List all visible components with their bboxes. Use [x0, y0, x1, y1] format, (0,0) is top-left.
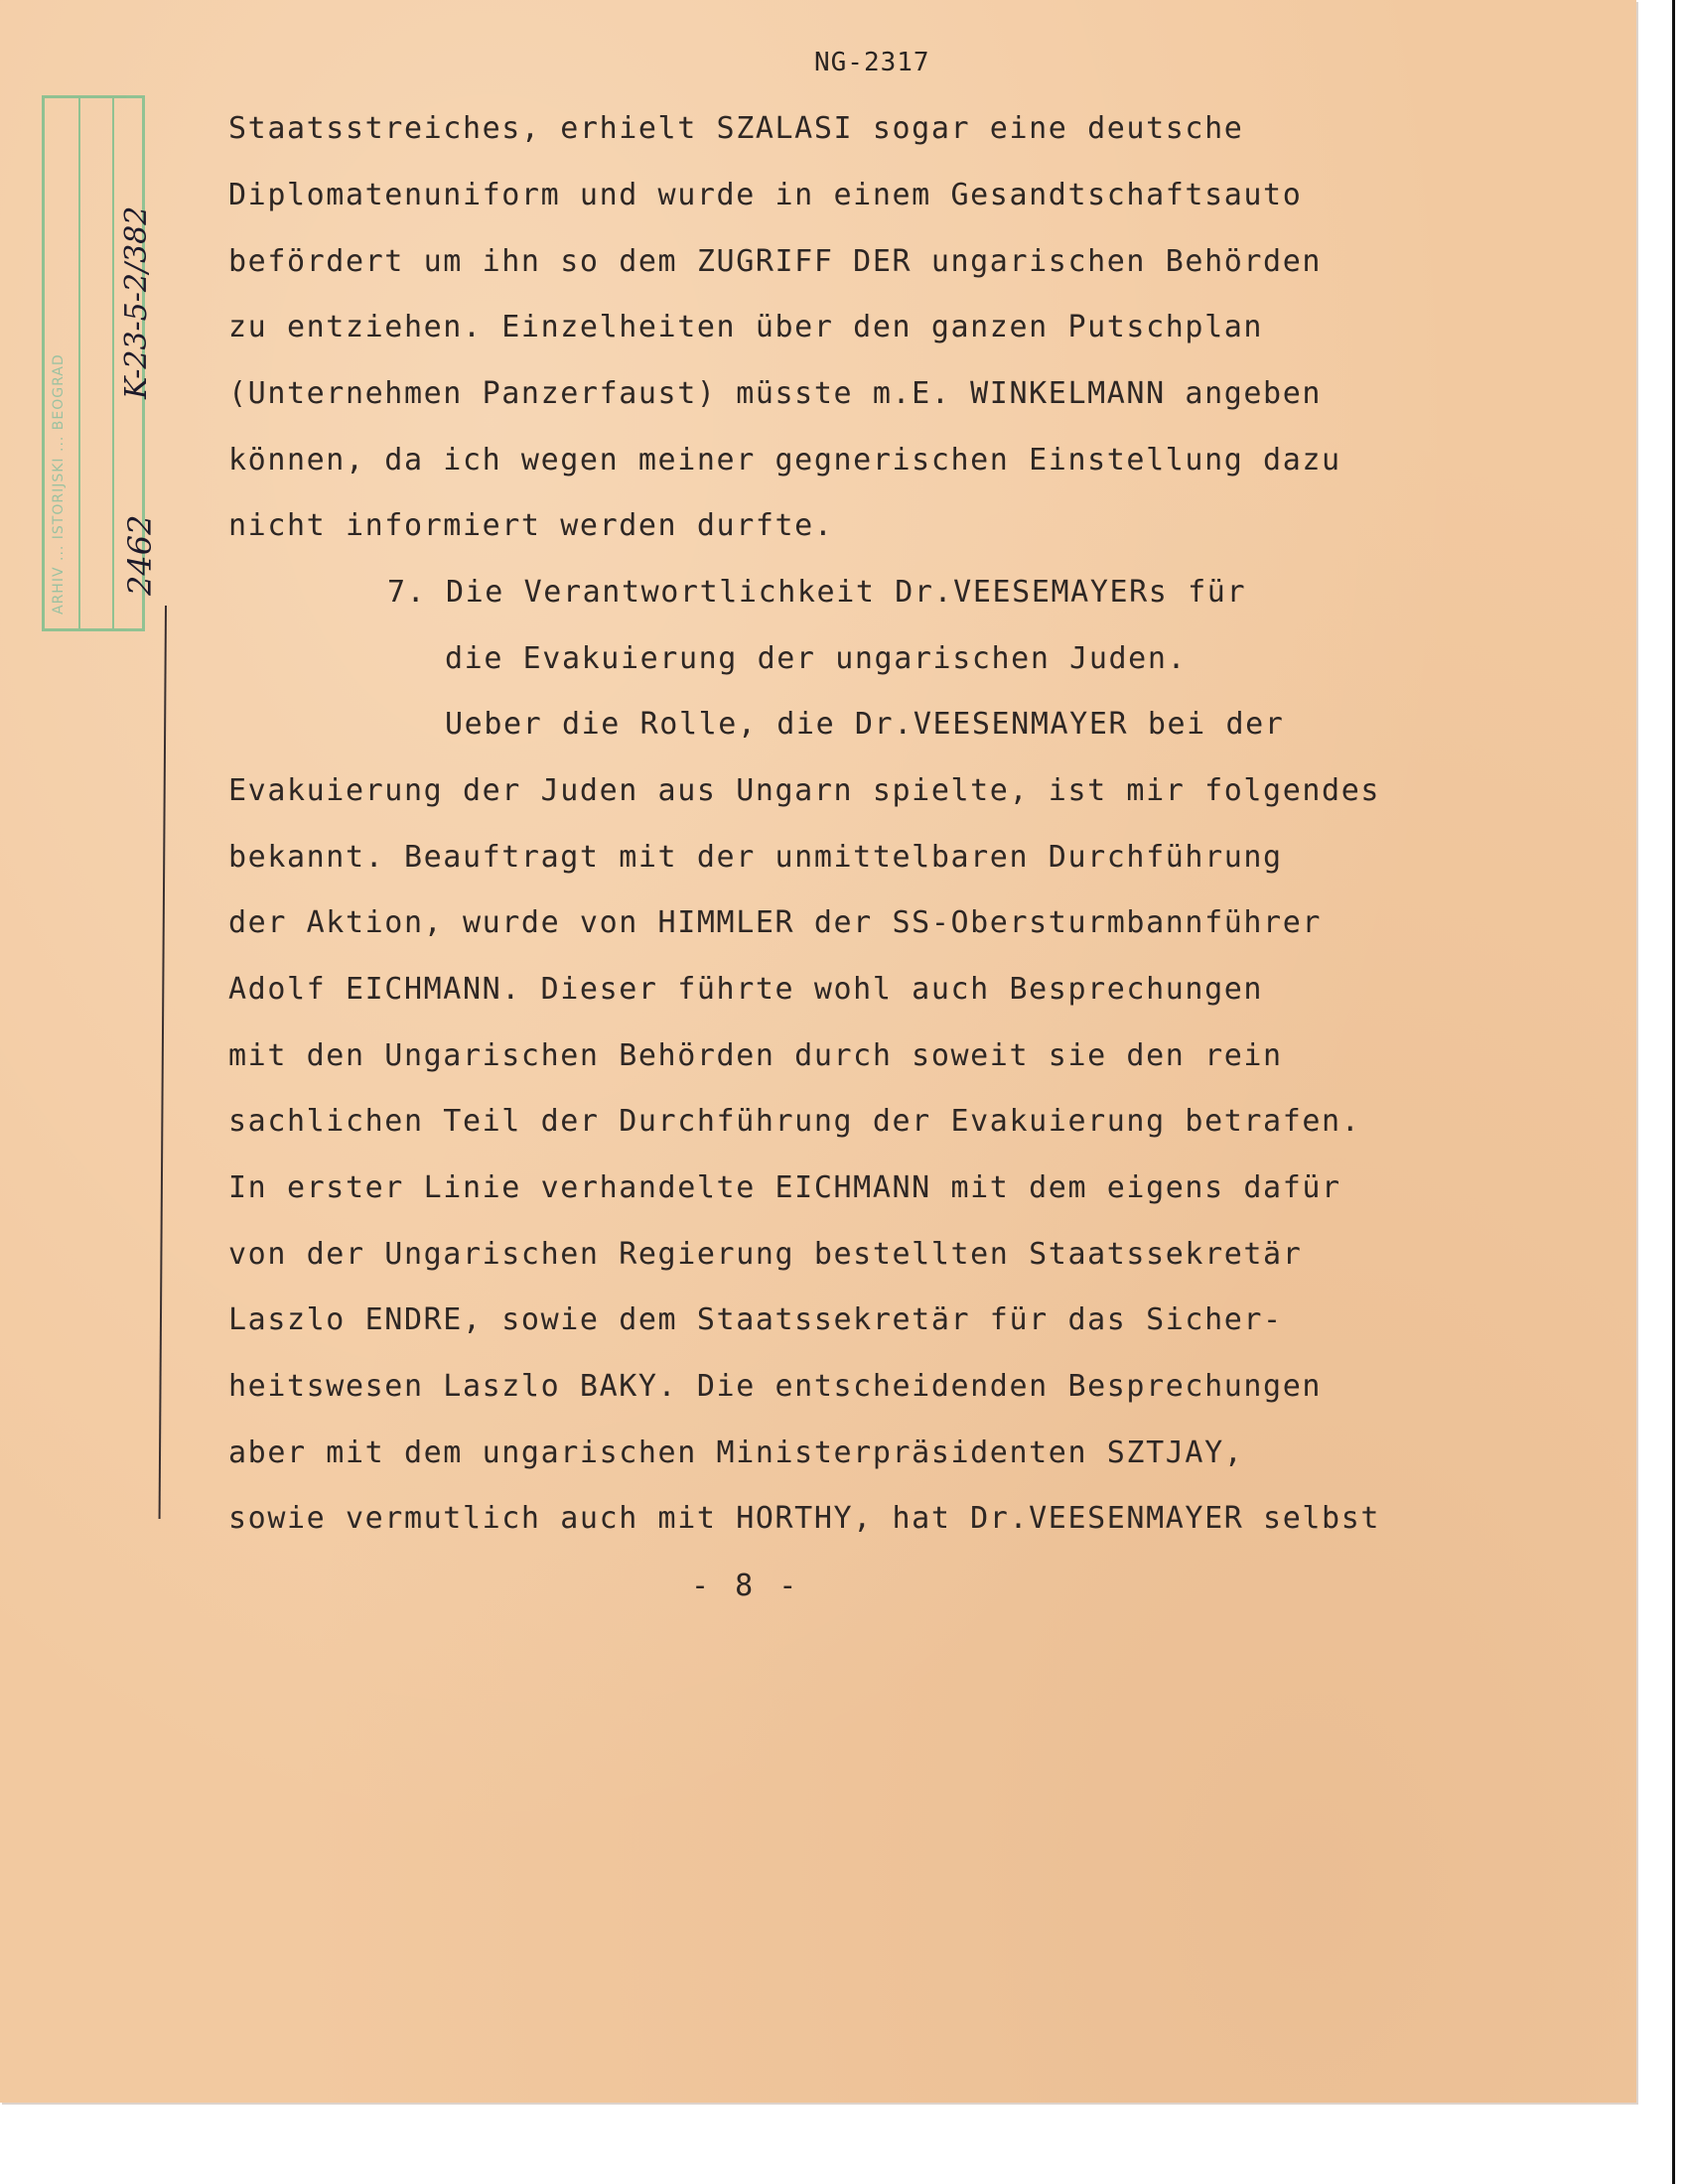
text-line: Evakuierung der Juden aus Ungarn spielte, ist mir folgendes — [228, 773, 1381, 808]
stamp-divider — [112, 98, 114, 628]
paragraph-first-line: Ueber die Rolle, die Dr.VEESENMAYER bei der — [445, 707, 1285, 742]
stamp-divider — [78, 98, 80, 628]
text-line: Diplomatenuniform und wurde in einem Gesandtschaftsauto — [228, 178, 1303, 212]
section-heading-continued: die Evakuierung der ungarischen Juden. — [445, 641, 1188, 676]
document-reference: NG-2317 — [814, 48, 930, 77]
page-number: - 8 - — [691, 1569, 801, 1603]
text-line: (Unternehmen Panzerfaust) müsste m.E. WINKELMANN angeben — [228, 376, 1323, 411]
text-line: mit den Ungarischen Behörden durch soweit sie den rein — [228, 1038, 1283, 1073]
text-line: Adolf EICHMANN. Dieser führte wohl auch Besprechungen — [228, 972, 1264, 1007]
margin-pencil-line — [159, 606, 167, 1519]
text-line: zu entziehen. Einzelheiten über den ganzen Putschplan — [228, 310, 1264, 344]
text-line: Laszlo ENDRE, sowie dem Staatssekretär für das Sicher- — [228, 1302, 1283, 1337]
scan-edge-line — [1672, 0, 1675, 2184]
handwritten-reference: K-23-5-2/382 — [119, 205, 154, 399]
text-line: bekannt. Beauftragt mit der unmittelbaren Durchführung — [228, 840, 1283, 875]
text-line: befördert um ihn so dem ZUGRIFF DER ungarischen Behörden — [228, 244, 1323, 279]
text-line: sachlichen Teil der Durchführung der Evakuierung betrafen. — [228, 1104, 1361, 1139]
text-line: der Aktion, wurde von HIMMLER der SS-Obersturmbannführer — [228, 905, 1323, 940]
stamp-text: ARHIV ... ISTORIJSKI ... BEOGRAD — [51, 353, 67, 614]
text-line: können, da ich wegen meiner gegnerischen Einstellung dazu — [228, 443, 1341, 478]
text-line: heitswesen Laszlo BAKY. Die entscheidenden Besprechungen — [228, 1369, 1323, 1404]
text-line: nicht informiert werden durfte. — [228, 508, 834, 543]
text-line: sowie vermutlich auch mit HORTHY, hat Dr.VEESENMAYER selbst — [228, 1501, 1381, 1536]
text-line: von der Ungarischen Regierung bestellten Staatssekretär — [228, 1237, 1303, 1272]
text-line: Staatsstreiches, erhielt SZALASI sogar eine deutsche — [228, 111, 1244, 146]
text-line: In erster Linie verhandelte EICHMANN mit dem eigens dafür — [228, 1170, 1341, 1205]
text-line: aber mit dem ungarischen Ministerpräsidenten SZTJAY, — [228, 1435, 1244, 1470]
section-heading: 7. Die Verantwortlichkeit Dr.VEESEMAYERs für — [387, 575, 1247, 610]
handwritten-number: 2462 — [121, 514, 159, 596]
